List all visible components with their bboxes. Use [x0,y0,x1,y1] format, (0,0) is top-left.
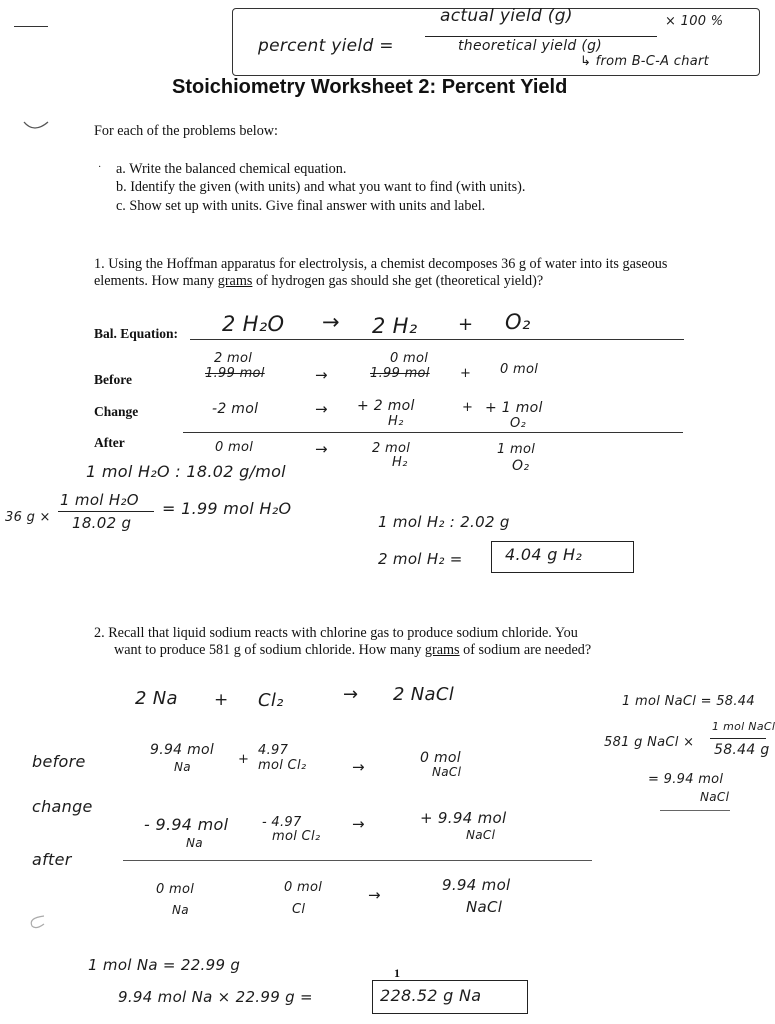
p2-side-underline [660,810,730,811]
instruction-step-c: c. Show set up with units. Give final answer with units and label. [116,198,486,214]
instruction-step-b: b. Identify the given (with units) and what you want to find (with units). [116,179,526,195]
p2-answer-value: 228.52 g Na [380,986,482,1005]
p1-given-margin: 36 g × [5,510,51,525]
p1-conversion-denominator: 18.02 g [72,514,132,532]
p2-after-product-formula: NaCl [466,898,503,916]
instructions-intro: For each of the problems below: [94,123,278,139]
p1-change-o2-formula: O₂ [510,416,527,431]
p2-change-chlorine: - 4.97 [262,815,302,830]
row-label-before: Before [94,372,132,387]
row-label-change: Change [94,404,139,419]
bal-equation-line [190,339,684,340]
problem-2-text-end: of sodium are needed? [459,642,592,658]
p2-after-chlorine-formula: Cl [292,902,306,917]
p2-eq-chlorine: Cl₂ [258,690,284,711]
problem-1-text-start: 1. Using the Hoffman apparatus for electrolysis, a chemist decomposes 36 g of water into its gaseous elements. How many [94,256,668,289]
p2-after-arrow: → [368,886,381,904]
p1-h2-molar-mass: 1 mol H₂ : 2.02 g [378,513,510,531]
p2-after-chlorine: 0 mol [284,880,323,895]
margin-check-mark-2 [26,912,48,930]
problem-1-text [94,256,714,290]
actual-yield-numerator: actual yield (g) [440,6,573,26]
p2-before-arrow: → [352,758,365,776]
problem-1-text-end: of hydrogen gas should she get (theoretical yield)? [252,273,544,289]
from-bca-chart-note: ↳ from B-C-A chart [580,54,710,69]
p1-answer-value: 4.04 g H₂ [505,545,583,564]
p1-eq-reactant: 2 H₂O [222,312,285,336]
problem-2-text-line-2 [94,642,734,659]
p2-before-plus: + [238,752,250,767]
row-label-after: After [94,435,125,450]
p2-after-product: 9.94 mol [442,876,511,894]
p2-side-denominator: 58.44 g [714,742,770,758]
p2-side-result: = 9.94 mol [648,772,724,787]
p2-before-product: 0 mol [420,750,461,766]
page-number: 1 [394,966,400,980]
problem-2-text-line-1: 2. Recall that liquid sodium reacts with chlorine gas to produce sodium chloride. You [94,625,578,641]
percent-yield-fraction-bar [425,36,657,37]
p2-before-sodium-formula: Na [174,760,191,774]
p2-after-sodium: 0 mol [156,882,195,897]
p1-eq-product-h2: 2 H₂ [372,314,418,338]
worksheet-title: Stoichiometry Worksheet 2: Percent Yield [172,76,568,98]
p1-before-h2-struck: 1.99 mol [370,366,430,381]
p2-sodium-molar-mass: 1 mol Na = 22.99 g [88,956,241,974]
p2-side-numerator: 1 mol NaCl [712,720,775,733]
p2-side-result-unit: NaCl [700,790,730,804]
problem-1-grams-underlined: grams [217,273,253,289]
p1-before-h2: 0 mol [390,351,429,366]
p2-change-chlorine-unit: mol Cl₂ [272,829,321,844]
margin-dash-mark [14,26,48,27]
p2-sodium-calculation: 9.94 mol Na × 22.99 g = [118,988,313,1006]
p1-after-o2: 1 mol [497,442,536,457]
p1-after-o2-formula: O₂ [512,458,530,474]
p2-row-label-before: before [32,752,86,771]
p2-change-product-formula: NaCl [466,828,496,842]
problem-2-grams-underlined: grams [424,642,460,658]
problem-2-text-start: want to produce 581 g of sodium chloride. How many [114,642,425,658]
p2-before-product-formula: NaCl [432,765,462,779]
p2-eq-plus: + [214,690,229,710]
p2-change-sodium: - 9.94 mol [144,815,229,834]
p1-change-h2: + 2 mol [357,398,415,414]
p1-change-h2-formula: H₂ [388,414,404,429]
p1-after-reactant: 0 mol [215,440,254,455]
p1-before-arrow: → [315,366,328,384]
percent-yield-label: percent yield = [258,36,394,56]
p2-change-product: + 9.94 mol [420,809,507,827]
p1-after-arrow: → [315,440,328,458]
p1-eq-plus: + [458,314,474,335]
problem-2-text [94,625,734,659]
p1-before-reactant: 2 mol [214,351,253,366]
p2-eq-product: 2 NaCl [393,684,455,705]
p2-after-sodium-formula: Na [172,903,189,917]
p2-side-molar-mass: 1 mol NaCl = 58.44 [622,694,755,709]
p1-eq-arrow: → [322,310,340,334]
p1-conversion-bar [58,511,154,512]
p1-after-h2-formula: H₂ [392,455,408,470]
p1-change-arrow: → [315,400,328,418]
instruction-step-a: a. Write the balanced chemical equation. [116,161,347,177]
p2-before-chlorine-unit: mol Cl₂ [258,758,307,773]
theoretical-yield-denominator: theoretical yield (g) [458,38,603,54]
p2-row-label-after: after [32,850,72,869]
p2-change-arrow: → [352,815,365,833]
margin-check-mark [22,118,50,132]
p2-eq-sodium: 2 Na [135,688,178,709]
times-100-percent: × 100 % [665,14,724,29]
p1-before-reactant-struck: 1.99 mol [205,366,265,381]
p1-conversion-result: = 1.99 mol H₂O [162,499,292,518]
p2-eq-arrow: → [343,684,359,705]
p2-row-label-change: change [32,797,93,816]
p1-after-divider [183,432,683,433]
p2-after-divider [123,860,592,861]
p1-change-o2: + 1 mol [485,400,543,416]
p1-before-o2: 0 mol [500,362,539,377]
p2-side-given: 581 g NaCl × [604,735,695,750]
bal-equation-label: Bal. Equation: [94,326,179,341]
bullet-dot: · [98,162,102,173]
p2-side-fraction-bar [710,738,766,739]
p1-after-h2: 2 mol [372,441,411,456]
p1-molar-mass-water: 1 mol H₂O : 18.02 g/mol [86,462,286,481]
p2-change-sodium-formula: Na [186,836,203,850]
p1-conversion-numerator: 1 mol H₂O [60,491,139,509]
p1-answer-lhs: 2 mol H₂ = [378,550,463,568]
p1-eq-product-o2: O₂ [505,310,531,334]
p1-change-reactant: -2 mol [212,401,259,417]
p1-change-plus: + [462,400,474,415]
p1-before-plus: + [460,366,472,381]
p2-before-sodium: 9.94 mol [150,742,215,758]
p2-before-chlorine: 4.97 [258,743,289,758]
